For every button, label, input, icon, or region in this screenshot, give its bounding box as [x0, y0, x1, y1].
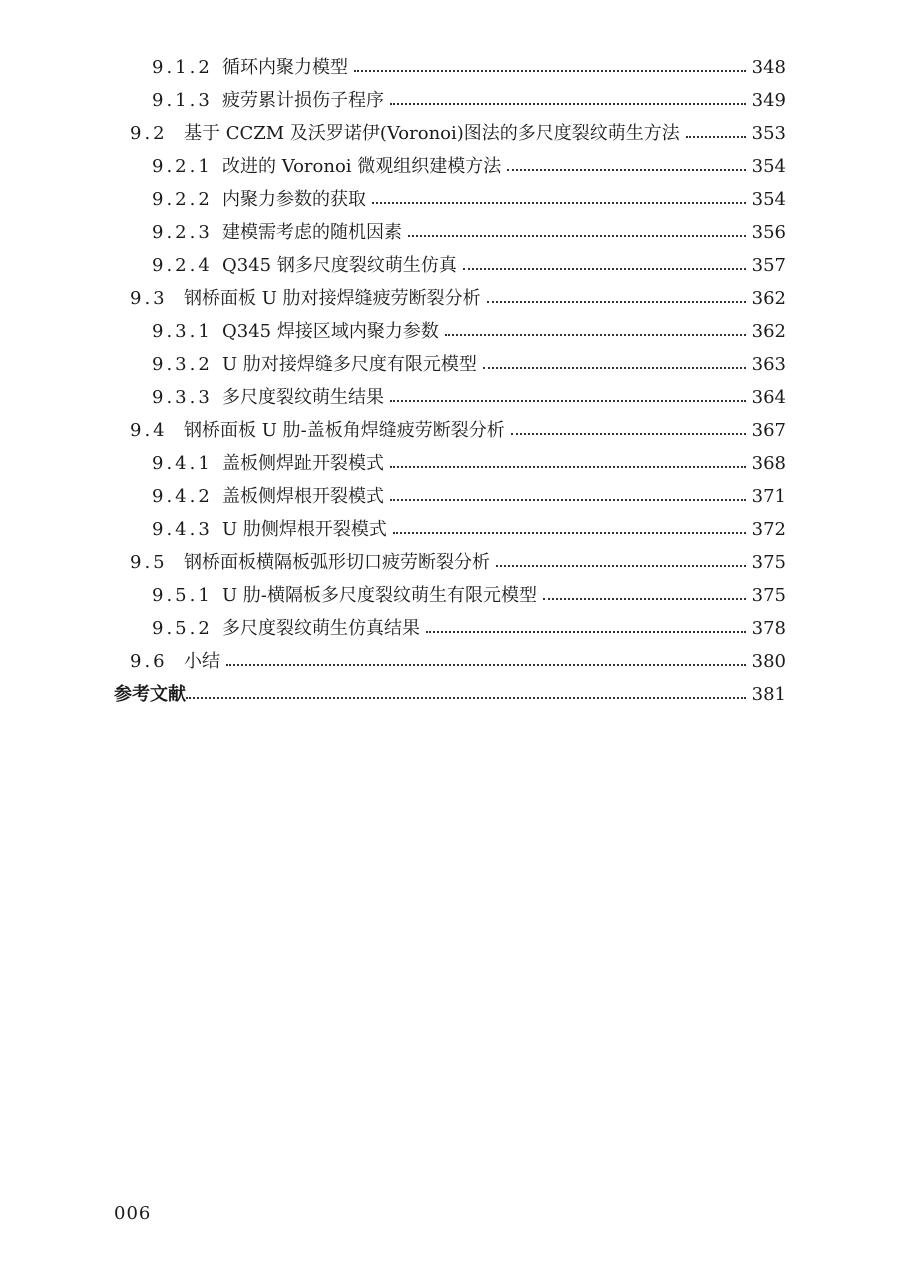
entry-title: 建模需考虑的随机因素	[222, 222, 402, 243]
toc-entry[interactable]	[152, 84, 786, 117]
toc-entry[interactable]	[152, 150, 786, 183]
dot-leader	[390, 480, 750, 513]
entry-title: 多尺度裂纹萌生仿真结果	[222, 618, 420, 639]
entry-number: 9.3.1	[152, 321, 213, 342]
toc-entry[interactable]	[152, 579, 786, 612]
toc-entry[interactable]	[152, 612, 786, 645]
entry-number: 9.3.3	[152, 387, 213, 408]
entry-page: 372	[751, 519, 786, 540]
entry-title: 改进的 Voronoi 微观组织建模方法	[222, 156, 502, 177]
dot-leader	[390, 84, 750, 117]
entry-title: 小结	[184, 651, 220, 672]
dot-leader	[226, 645, 750, 678]
dot-leader	[186, 678, 750, 711]
toc-entry[interactable]	[152, 513, 786, 546]
entry-page: 362	[751, 321, 786, 342]
entry-page: 349	[751, 90, 786, 111]
entry-page: 353	[751, 123, 786, 144]
entry-title: 盖板侧焊根开裂模式	[222, 486, 384, 507]
entry-page: 356	[751, 222, 786, 243]
entry-page: 371	[751, 486, 786, 507]
entry-title: 钢桥面板 U 肋-盖板角焊缝疲劳断裂分析	[184, 420, 505, 441]
entry-number: 9.2.4	[152, 255, 213, 276]
dot-leader	[426, 612, 750, 645]
entry-page: 364	[751, 387, 786, 408]
entry-title: 疲劳累计损伤子程序	[222, 90, 384, 111]
entry-title: U 肋侧焊根开裂模式	[222, 519, 387, 540]
dot-leader	[372, 183, 750, 216]
toc-entry[interactable]	[130, 414, 786, 447]
entry-number: 9.5.1	[152, 585, 213, 606]
dot-leader	[483, 348, 750, 381]
entry-number: 9.5.2	[152, 618, 213, 639]
toc-entry[interactable]	[152, 348, 786, 381]
entry-title: Q345 焊接区域内聚力参数	[222, 321, 439, 342]
entry-title: 盖板侧焊趾开裂模式	[222, 453, 384, 474]
entry-page: 348	[751, 57, 786, 78]
entry-page: 363	[751, 354, 786, 375]
entry-number: 9.6	[130, 651, 168, 672]
dot-leader	[463, 249, 750, 282]
dot-leader	[354, 51, 750, 84]
toc-entry[interactable]	[152, 447, 786, 480]
entry-title: U 肋对接焊缝多尺度有限元模型	[222, 354, 477, 375]
toc-entry[interactable]	[152, 51, 786, 84]
entry-number: 9.3.2	[152, 354, 213, 375]
entry-number: 9.5	[130, 552, 168, 573]
entry-title: 多尺度裂纹萌生结果	[222, 387, 384, 408]
entry-title: 内聚力参数的获取	[222, 189, 366, 210]
entry-number: 9.4	[130, 420, 168, 441]
entry-page: 354	[751, 156, 786, 177]
entry-page: 375	[751, 585, 786, 606]
entry-title: 钢桥面板横隔板弧形切口疲劳断裂分析	[184, 552, 490, 573]
dot-leader	[543, 579, 750, 612]
toc-entry[interactable]	[152, 315, 786, 348]
toc-entry[interactable]	[152, 216, 786, 249]
dot-leader	[445, 315, 750, 348]
entry-page: 357	[751, 255, 786, 276]
entry-number: 9.4.1	[152, 453, 213, 474]
dot-leader	[393, 513, 750, 546]
toc-entry[interactable]	[152, 183, 786, 216]
entry-page: 375	[751, 552, 786, 573]
entry-title: Q345 钢多尺度裂纹萌生仿真	[222, 255, 457, 276]
entry-title: 钢桥面板 U 肋对接焊缝疲劳断裂分析	[184, 288, 481, 309]
entry-page: 378	[751, 618, 786, 639]
toc-entry[interactable]	[152, 381, 786, 414]
entry-number: 9.2.1	[152, 156, 213, 177]
entry-number: 9.3	[130, 288, 168, 309]
entry-title: U 肋-横隔板多尺度裂纹萌生有限元模型	[222, 585, 537, 606]
entry-page: 380	[751, 651, 786, 672]
entry-number: 9.2	[130, 123, 168, 144]
toc-entry[interactable]	[152, 249, 786, 282]
toc-entry[interactable]	[130, 546, 786, 579]
entry-title: 参考文献	[114, 684, 186, 705]
entry-number: 9.4.3	[152, 519, 213, 540]
dot-leader	[507, 150, 750, 183]
dot-leader	[496, 546, 750, 579]
entry-number: 9.1.2	[152, 57, 213, 78]
page-number: 006	[114, 1203, 152, 1224]
dot-leader	[390, 381, 750, 414]
dot-leader	[408, 216, 750, 249]
entry-title: 循环内聚力模型	[222, 57, 348, 78]
entry-page: 354	[751, 189, 786, 210]
entry-number: 9.2.2	[152, 189, 213, 210]
entry-page: 367	[751, 420, 786, 441]
toc-entry[interactable]	[130, 117, 786, 150]
toc-entry[interactable]	[130, 645, 786, 678]
toc-entry[interactable]	[130, 282, 786, 315]
entry-page: 362	[751, 288, 786, 309]
toc-entry[interactable]	[152, 480, 786, 513]
entry-page: 368	[751, 453, 786, 474]
dot-leader	[686, 117, 750, 150]
entry-title: 基于 CCZM 及沃罗诺伊(Voronoi)图法的多尺度裂纹萌生方法	[184, 123, 680, 144]
dot-leader	[487, 282, 750, 315]
dot-leader	[390, 447, 750, 480]
toc-entry-references[interactable]	[114, 678, 786, 711]
entry-number: 9.4.2	[152, 486, 213, 507]
entry-page: 381	[751, 684, 786, 705]
entry-number: 9.2.3	[152, 222, 213, 243]
dot-leader	[511, 414, 750, 447]
entry-number: 9.1.3	[152, 90, 213, 111]
